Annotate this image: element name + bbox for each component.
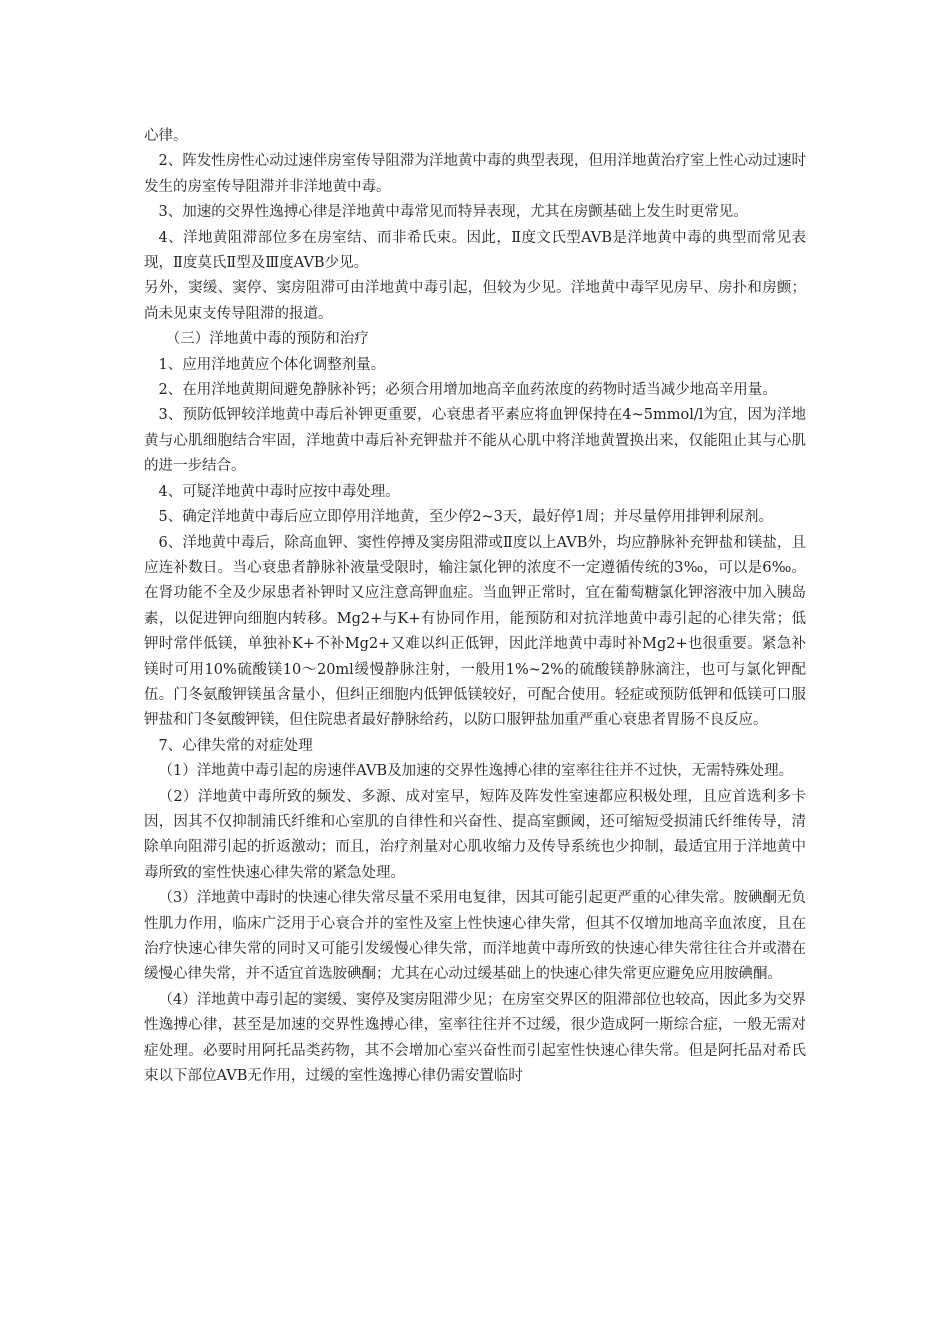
paragraph: （1）洋地黄中毒引起的房速伴AVB及加速的交界性逸搏心律的室率往往并不过快，无需特殊处理。 bbox=[158, 763, 794, 780]
paragraph: 4、洋地黄阻滞部位多在房室结、而非希氏束。因此，Ⅱ度文氏型AVB是洋地黄中毒的典型而常见表现，Ⅱ度莫氏Ⅱ型及Ⅲ度AVB少见。 bbox=[144, 229, 806, 272]
paragraph: 2、阵发性房性心动过速伴房室传导阻滞为洋地黄中毒的典型表现，但用洋地黄治疗室上性心动过速时发生的房室传导阻滞并非洋地黄中毒。 bbox=[144, 153, 806, 195]
paragraph: （4）洋地黄中毒引起的窦缓、窦停及窦房阻滞少见；在房室交界区的阻滞部位也较高，因此多为交界性逸搏心律，甚至是加速的交界性逸搏心律，室率往往并不过缓，很少造成阿一斯综合症，一般无需对症处理。必要时用阿托品类药物，其不会增加心室兴奋性而引起室性快速心律失常。但是阿托品对希氏束以下部位AVB无作用，过缓的室性逸搏心律仍需安置临时 bbox=[144, 991, 806, 1085]
paragraph: 心律。 bbox=[144, 128, 188, 144]
subheading: 7、心律失常的对症处理 bbox=[158, 737, 313, 754]
paragraph: 3、加速的交界性逸搏心律是洋地黄中毒常见而特异表现，尤其在房颤基础上发生时更常见。 bbox=[158, 204, 748, 221]
paragraph: （2）洋地黄中毒所致的频发、多源、成对室早，短阵及阵发性室速都应积极处理，且应首选利多卡因，因其不仅抑制浦氏纤维和心室肌的自律性和兴奋性、提高室颤阈，还可缩短受损浦氏纤维传导，清除单向阻滞引起的折返激动；而且，治疗剂量对心肌收缩力及传导系统也少抑制，最适宜用于洋地黄中毒所致的室性快速心律失常的紧急处理。 bbox=[144, 788, 806, 881]
paragraph: 4、可疑洋地黄中毒时应按中毒处理。 bbox=[158, 483, 400, 500]
paragraph: （3）洋地黄中毒时的快速心律失常尽量不采用电复律，因其可能引起更严重的心律失常。胺碘酮无负性肌力作用，临床广泛用于心衰合并的室性及室上性快速心律失常，但其不仅增加地高辛血浓度，且在治疗快速心律失常的同时又可能引发缓慢心律失常，而洋地黄中毒所致的快速心律失常往往合并或潜在缓慢心律失常，并不适宜首选胺碘酮；尤其在心动过缓基础上的快速心律失常更应避免应用胺碘酮。 bbox=[144, 890, 806, 983]
paragraph: 5、确定洋地黄中毒后应立即停用洋地黄，至少停2~3天，最好停1周；并尽量停用排钾利尿剂。 bbox=[158, 509, 774, 526]
paragraph: 3、预防低钾较洋地黄中毒后补钾更重要，心衰患者平素应将血钾保持在4~5mmol/l为宜，因为洋地黄与心肌细胞结合牢固，洋地黄中毒后补充钾盐并不能从心肌中将洋地黄置换出来，仅能阻止其与心肌的进一步结合。 bbox=[144, 407, 806, 475]
paragraph: 另外，窦缓、窦停、窦房阻滞可由洋地黄中毒引起，但较为少见。洋地黄中毒罕见房早、房扑和房颤；尚未见束支传导阻滞的报道。 bbox=[144, 280, 806, 322]
paragraph: 2、在用洋地黄期间避免静脉补钙；必须合用增加地高辛血药浓度的药物时适当减少地高辛用量。 bbox=[158, 382, 777, 399]
section-heading: （三）洋地黄中毒的预防和治疗 bbox=[165, 331, 369, 348]
paragraph: 1、应用洋地黄应个体化调整剂量。 bbox=[158, 356, 386, 373]
paragraph: 6、洋地黄中毒后，除高血钾、窦性停搏及窦房阻滞或Ⅱ度以上AVB外，均应静脉补充钾盐和镁盐，且应连补数日。当心衰患者静脉补液量受限时，输注氯化钾的浓度不一定遵循传统的3‰，可以是6‰。在肾功能不全及少尿患者补钾时又应注意高钾血症。当血钾正常时，宜在葡萄糖氯化钾溶液中加入胰岛素，以促进钾向细胞内转移。Mg2+与K+有协同作用，能预防和对抗洋地黄中毒引起的心律失常；低钾时常伴低镁，单独补K+不补Mg2+又难以纠正低钾，因此洋地黄中毒时补Mg2+也很重要。紧急补镁时可用10%硫酸镁10～20ml缓慢静脉注射，一般用1%~2%的硫酸镁静脉滴注，也可与氯化钾配伍。门冬氨酸钾镁虽含量小，但纠正细胞内低钾低镁较好，可配合使用。轻症或预防低钾和低镁可口服钾盐和门冬氨酸钾镁，但住院患者最好静脉给药，以防口服钾盐加重严重心衰患者胃肠不良反应。 bbox=[144, 534, 806, 729]
document-body bbox=[144, 124, 806, 1089]
